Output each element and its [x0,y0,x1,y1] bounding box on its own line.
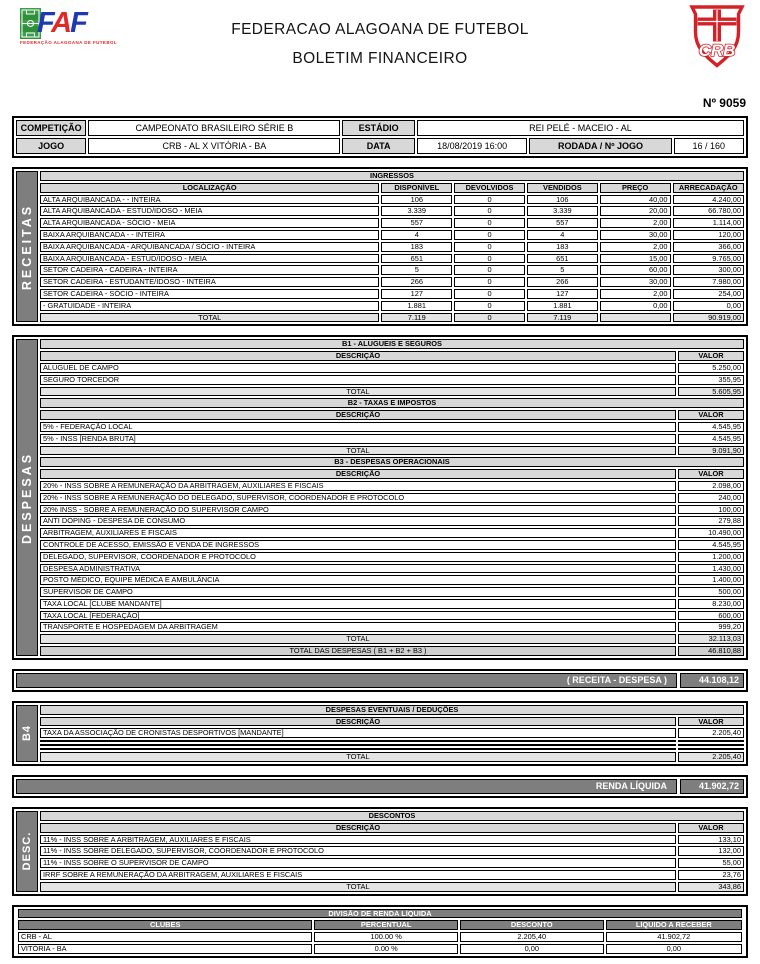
b4-section [12,701,748,766]
cell: 7.980,00 [673,277,745,287]
cell: 106 [381,195,452,205]
cell: 355,95 [678,375,744,385]
table-row [18,932,742,942]
cell: 120,00 [673,230,745,240]
total-value: 5.605,95 [678,387,744,397]
col-devolvidos: DEVOLVIDOS [454,183,525,193]
col-descricao: DESCRIÇÃO [40,717,676,727]
table-row [40,728,744,738]
table-row [40,587,744,597]
page-header [0,0,760,88]
despesas-side-label [16,339,38,656]
cell: 600,00 [678,611,744,621]
b1-total-row [40,387,744,397]
ingressos-title-row [40,171,744,181]
cell [40,740,676,742]
total-vendidos: 7.119 [527,313,598,323]
grand-total-value: 46.810,88 [678,646,744,656]
faf-letter: F [70,7,86,39]
col-localizacao: LOCALIZAÇÃO [40,183,379,193]
cell: - GRATUIDADE - INTEIRA [40,301,379,311]
table-row [40,575,744,585]
table-row [40,242,744,252]
cell: 4.545,95 [678,422,744,432]
divisao-header-row [18,920,742,930]
cell: 106 [527,195,598,205]
total-value: 343,86 [678,882,744,892]
estadio-value: REI PELÉ - MACEIO - AL [417,120,744,136]
cell: 651 [381,254,452,264]
cell: 0,00 [673,301,745,311]
cell: 5% - INSS [RENDA BRUTA] [40,434,676,444]
cell: 127 [527,289,598,299]
b2-total-row [40,446,744,456]
info-row-competicao [16,120,744,136]
renda-liquida-value: 41.902,72 [680,779,744,794]
table-row [40,858,744,868]
cell: BAIXA ARQUIBANCADA - ARQUIBANCADA / SÓCIO - INTEIRA [40,242,379,252]
cell: SUPERVISOR DE CAMPO [40,587,676,597]
crb-logo [688,4,746,70]
divisao-title-row [18,909,742,919]
cell: 23,76 [678,870,744,880]
descontos-title: DESCONTOS [40,811,744,821]
table-row [40,230,744,240]
cell: 500,00 [678,587,744,597]
col-percentual: PERCENTUAL [314,920,458,930]
divisao-table [16,907,744,956]
b4-title: DESPESAS EVENTUAIS / DEDUÇÕES [40,705,744,715]
table-row [40,434,744,444]
table-row [40,301,744,311]
cell: 3.339 [527,206,598,216]
cell: VITÓRIA - BA [18,944,312,954]
receita-despesa-bar [12,669,748,692]
col-valor: VALOR [678,717,744,727]
table-row [40,622,744,632]
cell: 1.881 [527,301,598,311]
table-row [40,552,744,562]
cell: 1.881 [381,301,452,311]
b2-title-row [40,398,744,408]
faf-letters [37,8,86,38]
cell: SETOR CADEIRA - ESTUDANTE/IDOSO - INTEIRA [40,277,379,287]
b1-title-row [40,339,744,349]
table-row [40,363,744,373]
cell: 3.339 [381,206,452,216]
cell: 1.114,00 [673,218,745,228]
grand-total-label: TOTAL DAS DESPESAS ( B1 + B2 + B3 ) [40,646,676,656]
cell: 266 [527,277,598,287]
descontos-title-row [40,811,744,821]
total-label: TOTAL [40,313,379,323]
receita-despesa-label: ( RECEITA - DESPESA ) [16,673,677,688]
descontos-section [12,807,748,896]
cell: 4.240,00 [673,195,745,205]
cell: ALTA ARQUIBANCADA - ESTUD/IDOSO - MEIA [40,206,379,216]
total-value: 9.091,90 [678,446,744,456]
col-valor: VALOR [678,823,744,833]
competicao-value: CAMPEONATO BRASILEIRO SÉRIE B [88,120,340,136]
cell: 557 [381,218,452,228]
cell [678,744,744,746]
cell: SETOR CADEIRA - CADEIRA - INTEIRA [40,265,379,275]
cell: 366,00 [673,242,745,252]
cell [40,744,676,746]
b3-header-row [40,469,744,479]
cell: 4.545,95 [678,540,744,550]
table-row [40,516,744,526]
faf-logo [20,8,130,45]
cell: IRRF SOBRE A REMUNERAÇÃO DA ARBITRAGEM, AUXILIARES E FISCAIS [40,870,676,880]
table-row [40,846,744,856]
col-disponivel: DISPONÍVEL [381,183,452,193]
data-value: 18/08/2019 16:00 [417,138,528,154]
estadio-label: ESTÁDIO [342,120,415,136]
table-row [40,195,744,205]
total-disponivel: 7.119 [381,313,452,323]
b3-title-row [40,457,744,467]
cell: POSTO MÉDICO, EQUIPE MÉDICA E AMBULÂNCIA [40,575,676,585]
cell: ALTA ARQUIBANCADA - - INTEIRA [40,195,379,205]
cell: 66.780,00 [673,206,745,216]
total-label: TOTAL [40,387,676,397]
cell: 20% - INSS SOBRE A REMUNERAÇÃO DA ARBITRAGEM, AUXILIARES E FISCAIS [40,481,676,491]
cell: TAXA LOCAL [CLUBE MANDANTE] [40,599,676,609]
table-row [40,870,744,880]
despesas-grand-total-row [40,646,744,656]
cell: 2,00 [600,242,671,252]
cell: 2.205,40 [678,728,744,738]
col-clubes: CLUBES [18,920,312,930]
cell: 100.00 % [314,932,458,942]
cell: 183 [527,242,598,252]
col-vendidos: VENDIDOS [527,183,598,193]
total-preco [600,313,671,323]
match-info-table [12,116,748,158]
descontos-side-label [16,811,38,892]
cell: 4 [381,230,452,240]
cell: 11% - INSS SOBRE DELEGADO, SUPERVISOR, COORDENADOR E PROTOCOLO [40,846,676,856]
faf-caption: FEDERAÇÃO ALAGOANA DE FUTEBOL [20,40,118,45]
despesas-table [38,337,746,658]
table-row [40,564,744,574]
b1-title: B1 - ALUGUEIS E SEGUROS [40,339,744,349]
cell [40,748,676,750]
col-descricao: DESCRIÇÃO [40,823,676,833]
cell: 266 [381,277,452,287]
cell: 30,00 [600,230,671,240]
cell: 20% INSS - SOBRE A REMUNERAÇÃO DO SUPERVISOR CAMPO [40,505,676,515]
cell: 55,00 [678,858,744,868]
receitas-side-label-text: RECEITAS [20,203,34,290]
col-valor: VALOR [678,469,744,479]
cell: 5% - FEDERAÇÃO LOCAL [40,422,676,432]
b4-side-label-text: B4 [21,725,33,742]
ingressos-header-row [40,183,744,193]
cell: 651 [527,254,598,264]
cell: 0 [454,254,525,264]
cell: 5.250,00 [678,363,744,373]
cell: BAIXA ARQUIBANCADA - ESTUD/IDOSO - MEIA [40,254,379,264]
cell: 132,00 [678,846,744,856]
cell: 127 [381,289,452,299]
cell: CONTROLE DE ACESSO, EMISSÃO E VENDA DE INGRESSOS [40,540,676,550]
table-row [40,599,744,609]
cell: 0 [454,277,525,287]
cell: 0,00 [460,944,604,954]
col-arrecadacao: ARRECADAÇÃO [673,183,745,193]
table-row [40,422,744,432]
col-liquido: LÍQUIDO A RECEBER [606,920,742,930]
cell: SETOR CADEIRA - SÓCIO - INTEIRA [40,289,379,299]
cell: 0 [454,265,525,275]
org-title: FEDERACAO ALAGOANA DE FUTEBOL [231,21,529,38]
cell: 2,00 [600,218,671,228]
divisao-title: DIVISÃO DE RENDA LÍQUIDA [18,909,742,919]
table-row [40,748,744,750]
cell: 4 [527,230,598,240]
rodada-label: RODADA / Nº JOGO [529,138,671,154]
cell: ALUGUEL DE CAMPO [40,363,676,373]
b4-title-row [40,705,744,715]
faf-letter: A [51,7,71,39]
total-label: TOTAL [40,634,676,644]
table-row [40,505,744,515]
cell: 254,00 [673,289,745,299]
cell: BAIXA ARQUIBANCADA - - INTEIRA [40,230,379,240]
table-row [40,611,744,621]
cell: 30,00 [600,277,671,287]
data-label: DATA [342,138,415,154]
cell: 4.545,95 [678,434,744,444]
despesas-section [12,335,748,660]
total-label: TOTAL [40,446,676,456]
cell: ARBITRAGEM, AUXILIARES E FISCAIS [40,528,676,538]
col-valor: VALOR [678,351,744,361]
descontos-header-row [40,823,744,833]
total-value: 2.205,40 [678,752,744,762]
table-row [40,277,744,287]
table-row [18,944,742,954]
total-label: TOTAL [40,882,676,892]
doc-title: BOLETIM FINANCEIRO [292,50,468,67]
cell: DELEGADO, SUPERVISOR, COORDENADOR E PROTOCOLO [40,552,676,562]
cell: 0 [454,206,525,216]
cell: TAXA LOCAL [FEDERAÇÃO] [40,611,676,621]
cell: DESPESA ADMINISTRATIVA [40,564,676,574]
cell: 0,00 [606,944,742,954]
cell: 40,00 [600,195,671,205]
b4-header-row [40,717,744,727]
crb-letters: CRB [698,41,736,60]
cell: ALTA ARQUIBANCADA - SÓCIO - MEIA [40,218,379,228]
col-valor: VALOR [678,410,744,420]
jogo-value: CRB - AL X VITÓRIA - BA [88,138,340,154]
cell: 183 [381,242,452,252]
cell: 0.00 % [314,944,458,954]
cell: 133,10 [678,835,744,845]
cell: 0 [454,289,525,299]
cell: 11% - INSS SOBRE A ARBITRAGEM, AUXILIARES E FISCAIS [40,835,676,845]
b4-side-label [16,705,38,762]
competicao-label: COMPETIÇÃO [16,120,86,136]
cell: 10.490,00 [678,528,744,538]
cell: 999,20 [678,622,744,632]
table-row [40,835,744,845]
table-row [40,206,744,216]
b1-header-row [40,351,744,361]
table-row [40,740,744,742]
cell: 60,00 [600,265,671,275]
col-descricao: DESCRIÇÃO [40,351,676,361]
cell: SEGURO TORCEDOR [40,375,676,385]
cell: 41.902,72 [606,932,742,942]
table-row [40,744,744,746]
cell: 1.400,00 [678,575,744,585]
b3-total-row [40,634,744,644]
cell: 557 [527,218,598,228]
cell: 15,00 [600,254,671,264]
receitas-side-label [16,171,38,322]
cell: TRANSPORTE E HOSPEDAGEM DA ARBITRAGEM [40,622,676,632]
cell: 5 [381,265,452,275]
content [12,116,748,958]
cell: 20% - INSS SOBRE A REMUNERAÇÃO DO DELEGADO, SUPERVISOR, COORDENADOR E PROTOCOLO [40,493,676,503]
cell: 0 [454,218,525,228]
cell: 0 [454,195,525,205]
cell: 11% - INSS SOBRE O SUPERVISOR DE CAMPO [40,858,676,868]
descontos-table [38,809,746,894]
ingressos-table [38,169,746,324]
ingressos-total-row [40,313,744,323]
table-row [40,528,744,538]
despesas-side-label-text: DESPESAS [20,451,34,544]
table-row [40,218,744,228]
cell: 300,00 [673,265,745,275]
b2-header-row [40,410,744,420]
table-row [40,265,744,275]
table-row [40,481,744,491]
b4-table [38,703,746,764]
renda-liquida-label: RENDA LÍQUIDA [16,779,677,794]
total-devolvidos: 0 [454,313,525,323]
b2-title: B2 - TAXAS E IMPOSTOS [40,398,744,408]
total-arrecadacao: 90.919,00 [673,313,745,323]
cell: 2,00 [600,289,671,299]
cell: 240,00 [678,493,744,503]
cell: 20,00 [600,206,671,216]
table-row [40,493,744,503]
rodada-value: 16 / 160 [674,138,744,154]
ingressos-title: INGRESSOS [40,171,744,181]
cell [678,740,744,742]
b4-total-row [40,752,744,762]
table-row [40,540,744,550]
jogo-label: JOGO [16,138,86,154]
cell: TAXA DA ASSOCIAÇÃO DE CRONISTAS DESPORTIVOS [MANDANTE] [40,728,676,738]
table-row [40,254,744,264]
faf-letter: F [37,7,52,39]
cell: 1.200,00 [678,552,744,562]
divisao-section [12,905,748,958]
total-value: 32.113,03 [678,634,744,644]
document-number: Nº 9059 [702,96,746,110]
col-descricao: DESCRIÇÃO [40,469,676,479]
info-row-jogo [16,138,744,154]
cell: 0,00 [600,301,671,311]
cell: 0 [454,301,525,311]
col-descricao: DESCRIÇÃO [40,410,676,420]
cell: 5 [527,265,598,275]
cell: 0 [454,242,525,252]
renda-liquida-bar [12,775,748,798]
cell: 8.230,00 [678,599,744,609]
cell: 2.098,00 [678,481,744,491]
cell: 1.430,00 [678,564,744,574]
table-row [40,375,744,385]
receitas-section [12,167,748,326]
cell: 2.205,40 [460,932,604,942]
cell: 0 [454,230,525,240]
cell [678,748,744,750]
cell: CRB - AL [18,932,312,942]
receita-despesa-value: 44.108,12 [680,673,744,688]
cell: 100,00 [678,505,744,515]
col-preco: PREÇO [600,183,671,193]
descontos-side-label-text: DESC. [21,832,33,871]
cell: 279,88 [678,516,744,526]
col-desconto: DESCONTO [460,920,604,930]
cell: 9.765,00 [673,254,745,264]
descontos-total-row [40,882,744,892]
total-label: TOTAL [40,752,676,762]
b3-title: B3 - DESPESAS OPERACIONAIS [40,457,744,467]
cell: ANTI DOPING - DESPESA DE CONSUMO [40,516,676,526]
table-row [40,289,744,299]
